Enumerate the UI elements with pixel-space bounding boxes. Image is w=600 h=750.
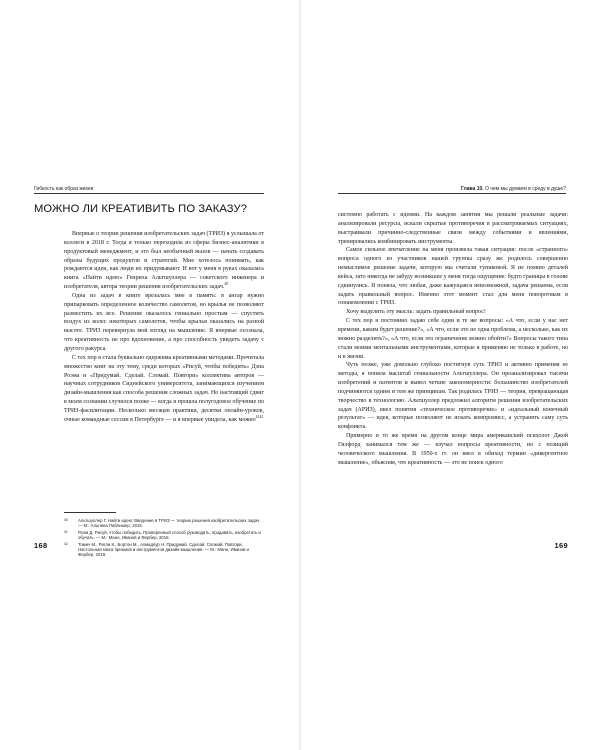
footnote-number: 40 <box>64 518 68 522</box>
paragraph-2-text: Одна из задач в книге врезалась мне в память: в ангар нужно припарковать определенное количество самолетов, но крылья не позволяют разместить их все. Решение оказалось гениально простым — спустить воздух из колес некоторых самолетов, чтобы крылья оказались на разной высоте. ТРИЗ перевернула мой взгляд на мышление. Я впервые осознала, что креативность не про вдохновение, а про способность увидеть задачу с другого ракурса. <box>64 292 264 352</box>
paragraph <box>64 354 264 425</box>
paragraph: Хочу выделить эту мысль: задать правильный вопрос! <box>346 309 486 316</box>
left-body-text <box>64 230 264 425</box>
footnotes <box>64 518 264 559</box>
running-head-chapter: Глава 10. <box>461 186 484 192</box>
running-head-right <box>461 186 566 192</box>
footnote-number: 41 <box>64 529 68 534</box>
footnote <box>64 530 264 541</box>
paragraph: Примерно в то же время на другом конце мира американский психолог Джой Гилфорд занимался тем же — изучал вопросы креативности, но с позиций человеческого мышления. В 1950-х гг. он ввел в обиход термин «дивергентное мышление», объясняя, что креативность — это не поиск одного <box>338 433 568 466</box>
page-number-left: 168 <box>34 541 48 550</box>
footnote-ref: 40 <box>224 282 229 287</box>
footnote <box>64 542 264 558</box>
footnote-number: 42 <box>64 541 68 546</box>
paragraph: Самое сильное впечатление на меня произвела такая ситуация: после «странного» вопроса одного из участников нашей группы сразу же родилось совершенно немыслимое решение задачи, которую мы считали тупиковой. Я не помню деталей кейса, зато никогда не забуду возникшее у меня тогда ощущение: будто границы в голове сдвинулись. Я поняла, что любая, даже кажущаяся невозможной, задача решаема, если задать правильный вопрос. Именно этот момент стал для меня поворотным в ознакомлении с ТРИЗ. <box>338 247 568 307</box>
footnote-ref: 42 <box>259 414 264 419</box>
footnote-ref: 41 <box>255 414 260 419</box>
paragraph <box>64 230 264 292</box>
right-page <box>300 0 600 750</box>
running-head-chapter-title: О чем мы думаем в среду в душе? <box>483 186 566 192</box>
paragraph: системно работать с идеями. На каждом занятии мы решали реальные задачи: анализировали ресурсы, искали скрытые противоречия в рассматриваемых ситуациях, выстраивали причинно-следственные связи между событиями и явлениями, тренировались комбинировать инструменты. <box>338 212 568 245</box>
section-title: МОЖНО ЛИ КРЕАТИВИТЬ ПО ЗАКАЗУ? <box>34 203 248 215</box>
paragraph-3-text: С тех пор я стала буквально одержима креативными методами. Прочитала множество книг на эту тему, среди которых «Рисуй, чтобы победить» Дэна Роэма и «Придумай. Сделай. Сломай. Повтори» коллектива авторов — научных сотрудников Сиднейского университета, занимающихся изучением дизайн-мышления как способа решения сложных задач. Но настоящий сдвиг в моем сознании случился позже — когда я прошла полугодовое обучение по ТРИЗ-фасилитации. Несколько месяцев практики, десятки онлайн-уроков, очные командные сессии в Петербурге — и я впервые увидела, как можно <box>64 354 264 423</box>
paragraph-1-text: Впервые о теории решения изобретательских задач (ТРИЗ) я услышала от коллеги в 2018 г. Тогда я только переходила из сферы бизнес-аналитики в продуктовый менеджмент, и это был необычный вызов — начать создавать образы будущих продуктов и стратегий. Мне хотелось понимать, как рождаются идеи, как люди их придумывают. И вот у меня в руках оказалась книга «Найти идею» Генриха Альтшуллера — советского инженера и изобретателя, автора теории решения изобретательских задач. <box>64 231 264 291</box>
footnote-text: Томич М., Ригли К., Бортон М., Ахмадпур Н. Придумай. Сделай. Сломай. Повтори. Настольная книга приемов и инструментов дизайн-мышления. — М.: Манн, Иванов и Фербер, 2019. <box>78 541 249 558</box>
running-head-rule-right <box>338 193 566 194</box>
paragraph <box>64 292 264 354</box>
footnote-text: Альтшуллер Г. Найти идею: Введение в ТРИЗ — теорию решения изобретательских задач. — М.: Альпина Паблишер, 2015. <box>78 518 261 529</box>
running-head-rule-left <box>34 193 264 194</box>
footnote <box>64 518 264 529</box>
right-body-text <box>338 211 568 467</box>
paragraph: Чуть позже, уже довольно глубоко постигнув суть ТРИЗ и активно применяя ее методы, я поняла масштаб гениальности Альтшуллера. Он проанализировал тысячи изобретений и патентов и вывел четкие закономерности: большинство изобретателей подчиняются одним и тем же принципам. Так родилась ТРИЗ — теория, превращающая творчество в технологию. Альтшуллер предложил алгоритм решения изобретательских задач (АРИЗ), ввел понятия «техническое противоречие» и «идеальный конечный результат» — идея, которые позволяют не искать компромисс, а устранять саму суть конфликта. <box>338 362 568 431</box>
paragraph: С тех пор я постоянно задаю себе одни и те же вопросы: «А что, если у нас нет времени, каким будет решение?», «А что, если это не одна проблема, а несколько, как их можно разделить?», «А что, если это ограничение можно обойти?» Вопросы такого типа стали моими ментальными инструментами, которые я применяю не только в работе, но и в жизни. <box>338 318 568 360</box>
page-number-right: 169 <box>554 541 568 550</box>
running-head-left: Гибкость как образ жизни <box>34 186 94 192</box>
footnote-text: Роэм Д. Рисуй, чтобы победить. Проверенный способ руководить, продавать, изобретать и обучать. — М.: Манн, Иванов и Фербер, 2018. <box>78 529 261 541</box>
footnote-rule <box>64 512 116 513</box>
